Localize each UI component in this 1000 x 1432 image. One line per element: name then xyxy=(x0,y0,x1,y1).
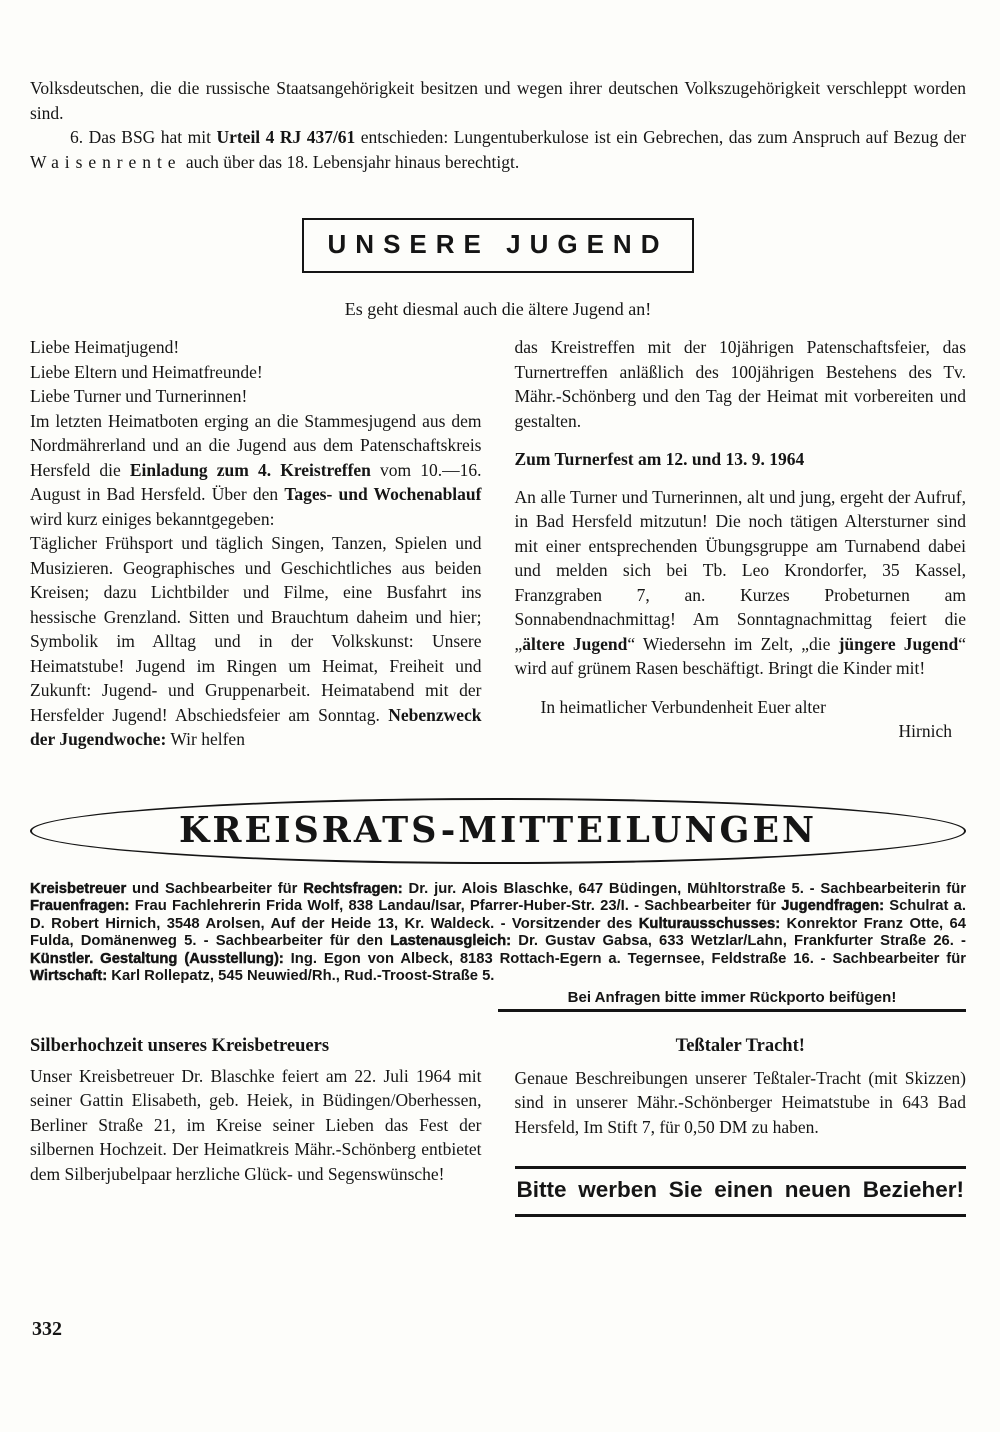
top-paragraph-2: 6. Das BSG hat mit Urteil 4 RJ 437/61 entschieden: Lungentuberkulose ist ein Gebrechen, das zum Anspruch auf Bezug der Waisenrente auch über das 18. Lebensjahr hinaus berechtigt. xyxy=(30,127,966,172)
top-paragraph-1: Volksdeutschen, die die russische Staatsangehörigkeit besitzen und wegen ihrer deutschen Volkszugehörigkeit verschleppt worden sind. xyxy=(30,78,966,123)
jugend-right-column xyxy=(515,335,967,752)
jugend-left-paragraph-1: Im letzten Heimatboten erging an die Stammesjugend aus dem Nordmährerland und an die Jugend aus dem Patenschaftskreis Hersfeld die Einladung zum 4. Kreistreffen vom 10.—16. August in Bad Hersfeld. Über den Tages- und Wochenablauf wird kurz einiges bekanntgegeben: xyxy=(30,410,482,529)
tesstaler-heading: Teßtaler Tracht! xyxy=(675,1036,805,1057)
salutation-3: Liebe Turner und Turnerinnen! xyxy=(30,386,248,406)
silberhochzeit-column xyxy=(30,1034,482,1217)
salutation-2: Liebe Eltern und Heimatfreunde! xyxy=(30,361,263,382)
subscriber-promo-banner: Bitte werben Sie einen neuen Bezieher! xyxy=(515,1166,967,1217)
unsere-jugend-box xyxy=(302,218,694,273)
turnerfest-heading: Zum Turnerfest am 12. und 13. 9. 1964 xyxy=(514,449,805,469)
top-section xyxy=(30,76,966,174)
kreisrats-banner-title: KREISRATS-MITTEILUNGEN xyxy=(178,809,818,852)
silberhochzeit-paragraph: Unser Kreisbetreuer Dr. Blaschke feiert am 22. Juli 1964 mit seiner Gattin Elisabeth, geb. Heiek, in Büdingen/Oberhessen, Berliner Straße 21, im Kreise seiner Lieben das Fest der silbernen Hochzeit. Der Heimatkreis Mähr.-Schönberg entbietet dem Silberjubelpaar herzliche Glück- und Segenswünsche! xyxy=(30,1065,482,1184)
unsere-jugend-title: UNSERE JUGEND xyxy=(327,229,669,259)
jugend-right-paragraph-2: An alle Turner und Turnerinnen, alt und jung, ergeht der Aufruf, in Bad Hersfeld mitzutun! Die noch tätigen Altersturner sind mit einer entsprechenden Übungsgruppe am Turnabend dabei und melden sich bei Tb. Leo Krondorfer, 35 Kassel, Franzgraben 7, an. Kurzes Probeturnen am Sonnabendnachmittag! Am Sonntagnachmittag feiert die „ältere Jugend“ Wiedersehn im Zelt, „die jüngere Jugend“ wird auf grünem Rasen beschäftigt. Bringt die Kinder mit! xyxy=(514,486,966,678)
tesstaler-column xyxy=(515,1034,967,1217)
tesstaler-paragraph: Genaue Beschreibungen unserer Teßtaler-Tracht (mit Skizzen) sind in unserer Mähr.-Schönberger Heimatstube in 643 Bad Hersfeld, Im Stift 7, für 0,50 DM zu haben. xyxy=(514,1067,966,1137)
officials-info-block: Kreisbetreuer und Sachbearbeiter für Rechtsfragen: Dr. jur. Alois Blaschke, 647 Büdingen, Mühltorstraße 5. - Sachbearbeiterin für Frauenfragen: Frau Fachlehrerin Frida Wolf, 838 Landau/Isar, Pfarrer-Huber-Str. 23/I. - Sachbearbeiter für Jugendfragen: Schulrat a. D. Robert Hirnich, 3548 Arolsen, Auf der Heide 13, Kr. Waldeck. - Vorsitzender des Kulturausschusses: Konrektor Franz Otte, 64 Fulda, Domänenweg 5. - Sachbearbeiter für den Lastenausgleich: Dr. Gustav Gabsa, 633 Wetzlar/Lahn, Frankfurter Straße 26. - Künstler. Gestaltung (Ausstellung): Ing. Egon von Albeck, 8183 Rottach-Egern a. Tegernsee, Feldstraße 16. - Sachbearbeiter für Wirtschaft: Karl Rollepatz, 545 Neuwied/Rh., Rud.-Troost-Straße 5. xyxy=(30,880,967,985)
rueckporto-note: Bei Anfragen bitte immer Rückporto beifügen! xyxy=(498,989,966,1012)
salutation-1: Liebe Heimatjugend! xyxy=(30,337,180,357)
kreisrats-banner xyxy=(30,798,966,864)
bottom-columns xyxy=(30,1034,966,1217)
jugend-right-paragraph-1: das Kreistreffen mit der 10jährigen Patenschaftsfeier, das Turnertreffen anläßlich des 100jährigen Bestehens des Tv. Mähr.-Schönberg und den Tag der Heimat mit vorbereiten und gestalten. xyxy=(514,337,966,431)
jugend-left-column xyxy=(30,335,482,752)
jugend-columns xyxy=(30,335,966,752)
signature: Hirnich xyxy=(898,721,952,741)
page-number: 332 xyxy=(32,1318,62,1340)
jugend-subtitle: Es geht diesmal auch die ältere Jugend an! xyxy=(344,299,652,319)
silberhochzeit-heading: Silberhochzeit unseres Kreisbetreuers xyxy=(30,1036,330,1057)
jugend-left-paragraph-2: Täglicher Frühsport und täglich Singen, Tanzen, Spielen und Musizieren. Geographisches und Geschichtliches aus beiden Kreisen; dazu Lichtbilder und Filme, eine Busfahrt ins hessische Grenzland. Sitten und Brauchtum daheim und hier; Symbolik im Alltag und in der Volkskunst: Unsere Heimatstube! Jugend im Ringen um Heimat, Freiheit und Zukunft: Jugend- und Gruppenarbeit. Heimatabend mit der Hersfelder Jugend! Abschiedsfeier am Sonntag. Nebenzweck der Jugendwoche: Wir helfen xyxy=(30,533,482,749)
closing-line: In heimatlicher Verbundenheit Euer alter xyxy=(540,696,826,717)
